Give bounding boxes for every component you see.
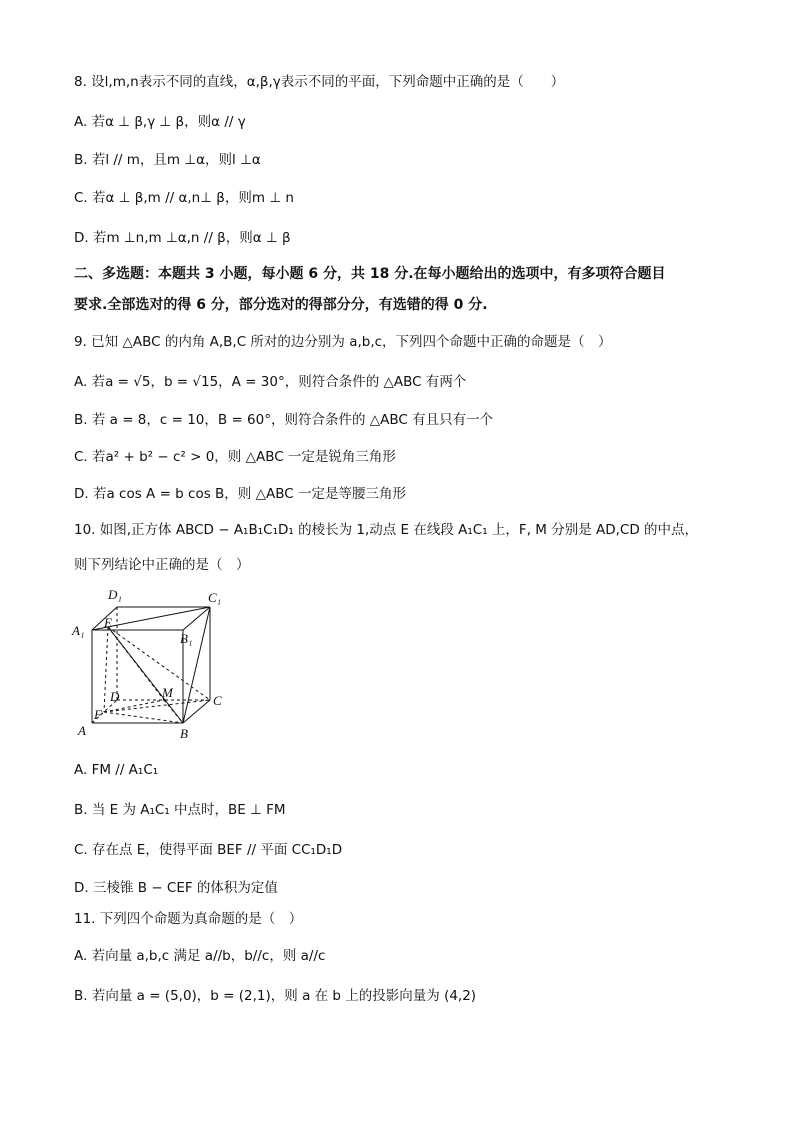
segment-c1-b xyxy=(183,607,210,723)
q9-option-b: B. 若 a = 8，c = 10，B = 60°，则符合条件的 △ABC 有且只有一个 xyxy=(74,412,494,428)
segment-e-c xyxy=(108,627,210,700)
label-d: D xyxy=(110,689,120,704)
segment-m-b xyxy=(164,700,183,723)
label-d1: D₁ xyxy=(108,587,122,602)
q9-option-c: C. 若a² + b² − c² > 0，则 △ABC 一定是锐角三角形 xyxy=(74,449,396,465)
segment-f-c xyxy=(104,700,210,712)
q9-stem: 9. 已知 △ABC 的内角 A,B,C 所对的边分别为 a,b,c，下列四个命题中正确的命题是（ ） xyxy=(74,334,612,350)
q8-option-b: B. 若l // m，且m ⊥α，则l ⊥α xyxy=(74,152,261,168)
label-a: A xyxy=(78,723,86,738)
q9-option-d: D. 若a cos A = b cos B，则 △ABC 一定是等腰三角形 xyxy=(74,486,406,502)
q10-stem-line1: 10. 如图,正方体 ABCD − A₁B₁C₁D₁ 的棱长为 1,动点 E 在线段 A₁C₁ 上，F, M 分别是 AD,CD 的中点， xyxy=(74,522,699,538)
label-c: C xyxy=(213,693,222,708)
q10-option-a: A. FM // A₁C₁ xyxy=(74,762,159,778)
q8-stem: 8. 设l,m,n表示不同的直线，α,β,γ表示不同的平面，下列命题中正确的是（ ） xyxy=(74,74,565,90)
label-a1: A₁ xyxy=(72,623,85,638)
label-b1: B₁ xyxy=(180,631,193,646)
q10-option-b: B. 当 E 为 A₁C₁ 中点时，BE ⊥ FM xyxy=(74,802,286,818)
q8-option-c: C. 若α ⊥ β,m // α,n⊥ β，则m ⊥ n xyxy=(74,190,294,206)
section-header-line2: 要求.全部选对的得 6 分，部分选对的得部分分，有选错的得 0 分. xyxy=(74,297,488,313)
label-c1: C₁ xyxy=(208,590,222,605)
cube-figure xyxy=(70,585,240,745)
q9-option-a: A. 若a = √5，b = √15，A = 30°，则符合条件的 △ABC 有两个 xyxy=(74,374,467,390)
q10-option-c: C. 存在点 E，使得平面 BEF // 平面 CC₁D₁D xyxy=(74,842,343,858)
label-f: F xyxy=(94,707,102,722)
q8-option-d: D. 若m ⊥n,m ⊥α,n // β，则α ⊥ β xyxy=(74,230,291,246)
label-b: B xyxy=(180,726,188,741)
q11-stem: 11. 下列四个命题为真命题的是（ ） xyxy=(74,911,303,927)
q10-option-d: D. 三棱锥 B − CEF 的体积为定值 xyxy=(74,880,278,896)
q11-option-a: A. 若向量 a,b,c 满足 a//b，b//c，则 a//c xyxy=(74,948,326,964)
label-m: M xyxy=(162,685,173,700)
q11-option-b: B. 若向量 a = (5,0)，b = (2,1)，则 a 在 b 上的投影向量为 (4,2) xyxy=(74,988,477,1004)
segment-f-b xyxy=(104,712,183,723)
q8-option-a: A. 若α ⊥ β,γ ⊥ β，则α // γ xyxy=(74,114,246,130)
label-e: E xyxy=(104,615,112,630)
q10-stem-line2: 则下列结论中正确的是（ ） xyxy=(74,557,250,573)
section-header-line1: 二、多选题：本题共 3 小题，每小题 6 分，共 18 分.在每小题给出的选项中，有多项符合题目 xyxy=(74,266,666,282)
segment-e-f xyxy=(104,627,108,712)
